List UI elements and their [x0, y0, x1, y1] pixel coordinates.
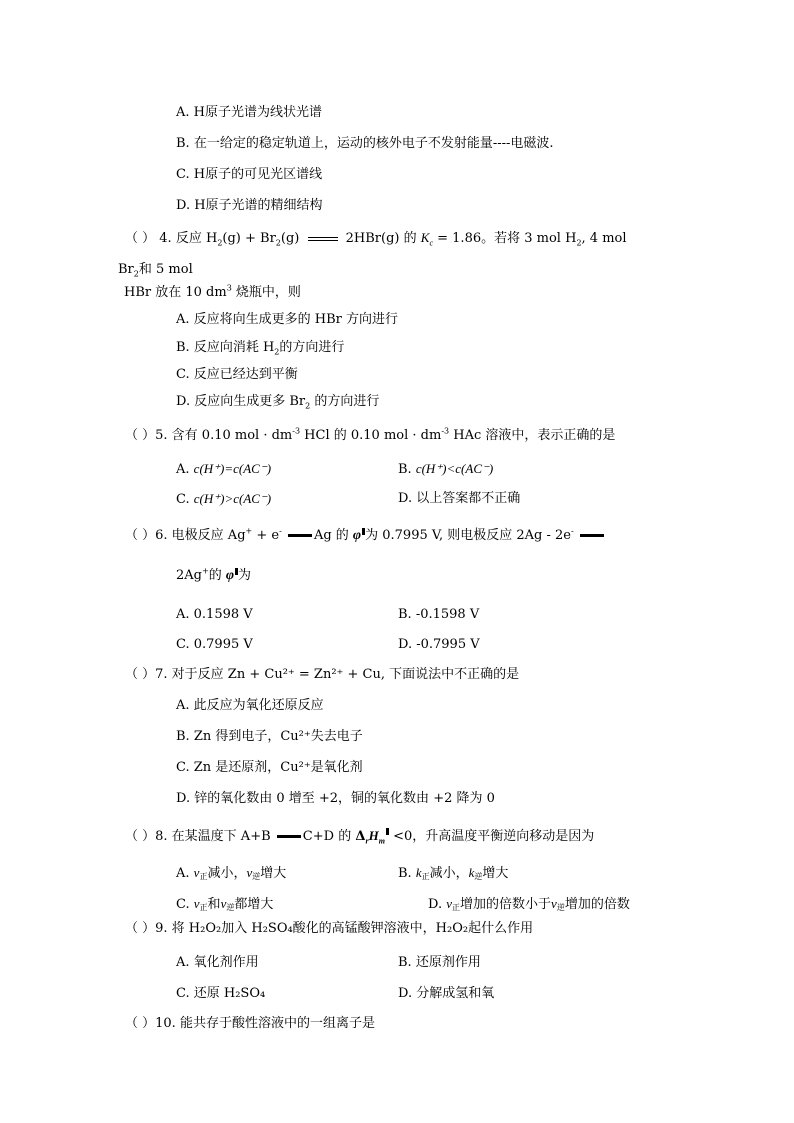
subscript: 逆 — [252, 872, 261, 881]
rate-symbol: v — [220, 896, 227, 911]
stem-text: 2Ag — [176, 568, 202, 583]
q4-option-c: C. 反应已经达到平衡 — [176, 367, 298, 382]
subscript: 2 — [576, 238, 582, 248]
stem-text: 和 5 mol — [138, 262, 193, 277]
subscript: 2 — [133, 269, 139, 279]
equilibrium-arrow-icon — [580, 534, 604, 537]
stem-text: 6. 电极反应 Ag — [155, 528, 246, 543]
option-text: 和 — [207, 897, 221, 912]
equilibrium-arrow-icon — [288, 534, 312, 537]
q6-stem-line2 — [176, 568, 251, 584]
q8-option-a — [176, 865, 286, 885]
q7-option-b: B. Zn 得到电子，Cu²⁺失去电子 — [176, 729, 363, 744]
stem-text: = 1.86。若将 3 mol H — [437, 231, 577, 246]
q10-stem — [125, 1016, 375, 1032]
option-text: 的方向进行 — [310, 394, 380, 409]
subscript: 逆 — [226, 903, 235, 912]
subscript: 正 — [199, 903, 208, 912]
option-label: D. — [428, 897, 443, 912]
option-text: 都增大 — [234, 897, 274, 912]
option-label: A. — [176, 866, 190, 881]
q6-option-b: B. -0.1598 V — [398, 607, 480, 622]
option-text: B. 反应向消耗 H — [176, 340, 275, 355]
stem-text: Ag 的 — [313, 528, 349, 543]
stem-text: + e — [252, 528, 280, 543]
q7-option-a: A. 此反应为氧化还原反应 — [176, 698, 324, 713]
q4-option-d — [176, 394, 379, 410]
option-text: 增加的倍数小于 — [460, 897, 552, 912]
stem-text: 为 — [238, 568, 252, 583]
equilibrium-arrow-icon — [308, 235, 338, 243]
rate-symbol: v — [193, 896, 200, 911]
superscript: - — [571, 526, 574, 536]
option-text: D. 反应向生成更多 Br — [176, 394, 306, 409]
subscript: 2 — [305, 401, 311, 411]
subscript: 逆 — [474, 872, 483, 881]
q4-stem-line3 — [124, 285, 301, 301]
enthalpy-symbol: H — [368, 828, 379, 843]
subscript: r — [365, 836, 369, 846]
superscript: - — [279, 526, 282, 536]
q9-option-b: B. 还原剂作用 — [398, 955, 481, 970]
phi-symbol: φ — [225, 568, 235, 583]
option-text: 减小， — [207, 866, 247, 881]
stem-text: C+D 的 — [302, 829, 352, 844]
subscript: 正 — [452, 903, 461, 912]
stem-text: <0，升高温度平衡逆向移动是因为 — [393, 829, 595, 844]
q5-option-d: D. 以上答案都不正确 — [398, 491, 521, 506]
answer-bracket: （ ） — [125, 1016, 156, 1031]
option-text: 减小， — [429, 866, 469, 881]
answer-bracket: （ ） — [125, 921, 156, 936]
subscript: 2 — [217, 238, 223, 248]
standard-state-icon — [386, 828, 389, 835]
stem-text: 10. 能共存于酸性溶液中的一组离子是 — [155, 1016, 375, 1031]
stem-text: (g) — [280, 231, 300, 246]
q8-option-b — [398, 865, 508, 885]
stem-text: (g) + Br — [222, 231, 276, 246]
q3-option-a: A. H原子光谱为线状光谱 — [176, 105, 322, 120]
rate-symbol: v — [551, 896, 557, 911]
q5-option-b — [398, 461, 493, 478]
stem-text: 的 — [208, 568, 222, 583]
q6-option-c: C. 0.7995 V — [176, 637, 253, 652]
stem-text: 2HBr(g) 的 — [345, 231, 417, 246]
q3-option-b: B. 在一给定的稳定轨道上，运动的核外电子不发射能量----电磁波. — [176, 136, 554, 151]
stem-text: Br — [118, 262, 134, 277]
superscript: + — [245, 526, 253, 536]
option-expression: c(H⁺)<c(AC⁻) — [415, 461, 494, 476]
subscript: 2 — [275, 238, 281, 248]
q4-stem — [125, 230, 627, 247]
q9-option-d: D. 分解成氢和氧 — [398, 986, 495, 1001]
rate-symbol: v — [446, 896, 453, 911]
answer-bracket: （ ） — [125, 231, 156, 246]
stem-text: 为 0.7995 V, 则电极反应 2Ag - 2e — [365, 528, 571, 543]
option-expression: c(H⁺)=c(AC⁻) — [193, 461, 272, 476]
superscript: -3 — [292, 426, 301, 436]
stem-text: 5. 含有 0.10 mol · dm — [155, 428, 293, 443]
stem-text: 烧瓶中，则 — [231, 285, 301, 300]
subscript: 正 — [421, 872, 430, 881]
q3-option-c: C. H原子的可见光区谱线 — [176, 167, 323, 182]
rate-symbol: v — [193, 865, 200, 880]
equilibrium-arrow-icon — [277, 835, 301, 838]
q8-option-d — [428, 896, 630, 916]
phi-symbol: φ — [352, 528, 362, 543]
q5-option-a — [176, 461, 271, 478]
q6-stem — [125, 528, 606, 544]
stem-text: 反应 H — [175, 231, 218, 246]
kc-symbol: K — [420, 230, 430, 245]
stem-text: HBr 放在 10 dm — [124, 285, 227, 300]
stem-text: , 4 mol — [581, 231, 627, 246]
superscript: -3 — [441, 426, 450, 436]
option-text: 增大 — [260, 866, 287, 881]
q4-stem-line2 — [118, 262, 193, 278]
q6-option-d: D. -0.7995 V — [398, 637, 480, 652]
q5-option-c — [176, 491, 271, 508]
stem-text: 9. 将 H₂O₂加入 H₂SO₄酸化的高锰酸钾溶液中，H₂O₂起什么作用 — [155, 921, 534, 936]
q7-option-d: D. 锌的氧化数由 0 增至 +2，铜的氧化数由 +2 降为 0 — [176, 791, 495, 806]
option-text: 增加的倍数 — [564, 897, 630, 912]
answer-bracket: （ ） — [125, 428, 156, 443]
stem-text: HCl 的 0.10 mol · dm — [300, 428, 442, 443]
stem-text: HAc 溶液中，表示正确的是 — [449, 428, 616, 443]
stem-text: 7. 对于反应 Zn + Cu²⁺ = Zn²⁺ + Cu, 下面说法中不正确的是 — [155, 667, 520, 682]
rate-constant-symbol: k — [415, 865, 422, 880]
option-label: C. — [176, 492, 190, 507]
q8-option-c — [176, 896, 273, 916]
superscript: 3 — [226, 283, 232, 293]
question-number: 4. — [159, 231, 172, 246]
q9-stem — [125, 921, 533, 937]
option-label: B. — [398, 462, 412, 477]
superscript: + — [201, 566, 209, 576]
q5-stem — [125, 428, 615, 444]
rate-constant-symbol: k — [468, 865, 475, 880]
option-label: B. — [398, 866, 412, 881]
q6-option-a: A. 0.1598 V — [176, 607, 253, 622]
q3-option-d: D. H原子光谱的精细结构 — [176, 198, 323, 213]
q4-option-b — [176, 340, 344, 356]
option-text: 增大 — [482, 866, 509, 881]
q8-stem — [125, 828, 594, 845]
subscript: m — [378, 836, 385, 846]
option-label: A. — [176, 462, 190, 477]
subscript: 正 — [199, 872, 208, 881]
q7-stem — [125, 667, 519, 683]
stem-text: 8. 在某温度下 A+B — [155, 829, 271, 844]
rate-symbol: v — [246, 865, 253, 880]
answer-bracket: （ ） — [125, 528, 156, 543]
delta-symbol: Δ — [355, 829, 366, 844]
answer-bracket: （ ） — [125, 667, 156, 682]
option-text: 的方向进行 — [279, 340, 345, 355]
q9-option-a: A. 氧化剂作用 — [176, 955, 259, 970]
q4-option-a: A. 反应将向生成更多的 HBr 方向进行 — [176, 312, 399, 327]
answer-bracket: （ ） — [125, 829, 156, 844]
option-label: C. — [176, 897, 190, 912]
subscript: 2 — [274, 347, 280, 357]
q9-option-c: C. 还原 H₂SO₄ — [176, 986, 266, 1001]
option-expression: c(H⁺)>c(AC⁻) — [193, 491, 272, 506]
q7-option-c: C. Zn 是还原剂，Cu²⁺是氧化剂 — [176, 760, 363, 775]
subscript: 逆 — [556, 903, 565, 912]
subscript: c — [429, 238, 433, 248]
